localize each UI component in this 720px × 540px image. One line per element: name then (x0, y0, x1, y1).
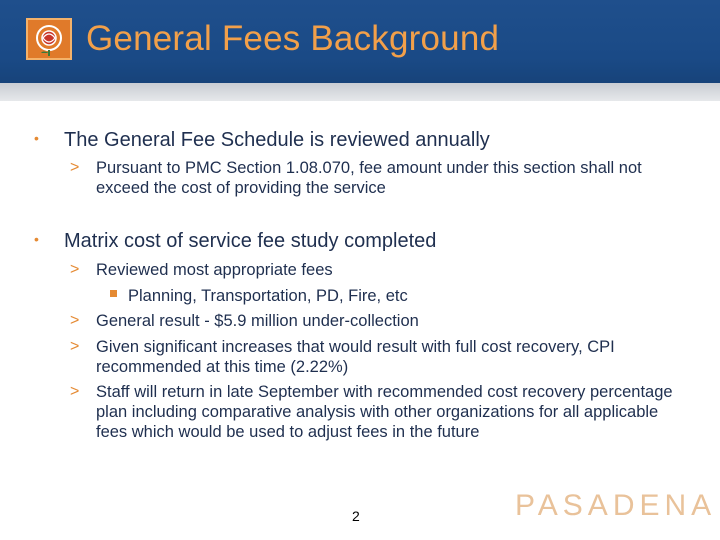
page-number: 2 (352, 508, 360, 524)
chevron-right-icon: > (70, 338, 80, 355)
sub-bullet-item (70, 337, 690, 377)
chevron-right-icon: > (70, 383, 80, 400)
sub-bullet-item (70, 158, 690, 198)
sub-bullet-item (70, 382, 690, 442)
sub-bullet-text: General result - $5.9 million under-collection (96, 312, 419, 330)
sub-sub-bullet-text: Planning, Transportation, PD, Fire, etc (128, 287, 408, 305)
chevron-right-icon: > (70, 261, 80, 278)
sub-bullet-item (70, 260, 690, 280)
sub-bullet-text: Reviewed most appropriate fees (96, 261, 333, 279)
square-bullet-icon (110, 290, 117, 297)
bullet-text: Matrix cost of service fee study completed (64, 230, 437, 252)
sub-bullet-text: Staff will return in late September with recommended cost recovery percentage plan including comparative analysis with other organizations for all applicable fees which would be used to adjust fees in the future (96, 383, 673, 441)
bullet-text: The General Fee Schedule is reviewed annually (64, 129, 490, 151)
chevron-right-icon: > (70, 159, 80, 176)
pasadena-wordmark: PASADENA (515, 489, 717, 522)
chevron-right-icon: > (70, 312, 80, 329)
sub-bullet-text: Given significant increases that would result with full cost recovery, CPI recommended at this time (2.22%) (96, 338, 615, 376)
sub-bullet-text: Pursuant to PMC Section 1.08.070, fee amount under this section shall not exceed the cost of providing the service (96, 159, 642, 197)
slide-title: General Fees Background (86, 19, 500, 58)
bullet-dot-icon: • (34, 231, 39, 247)
sub-bullet-item (70, 311, 690, 331)
bullet-dot-icon: • (34, 130, 39, 146)
